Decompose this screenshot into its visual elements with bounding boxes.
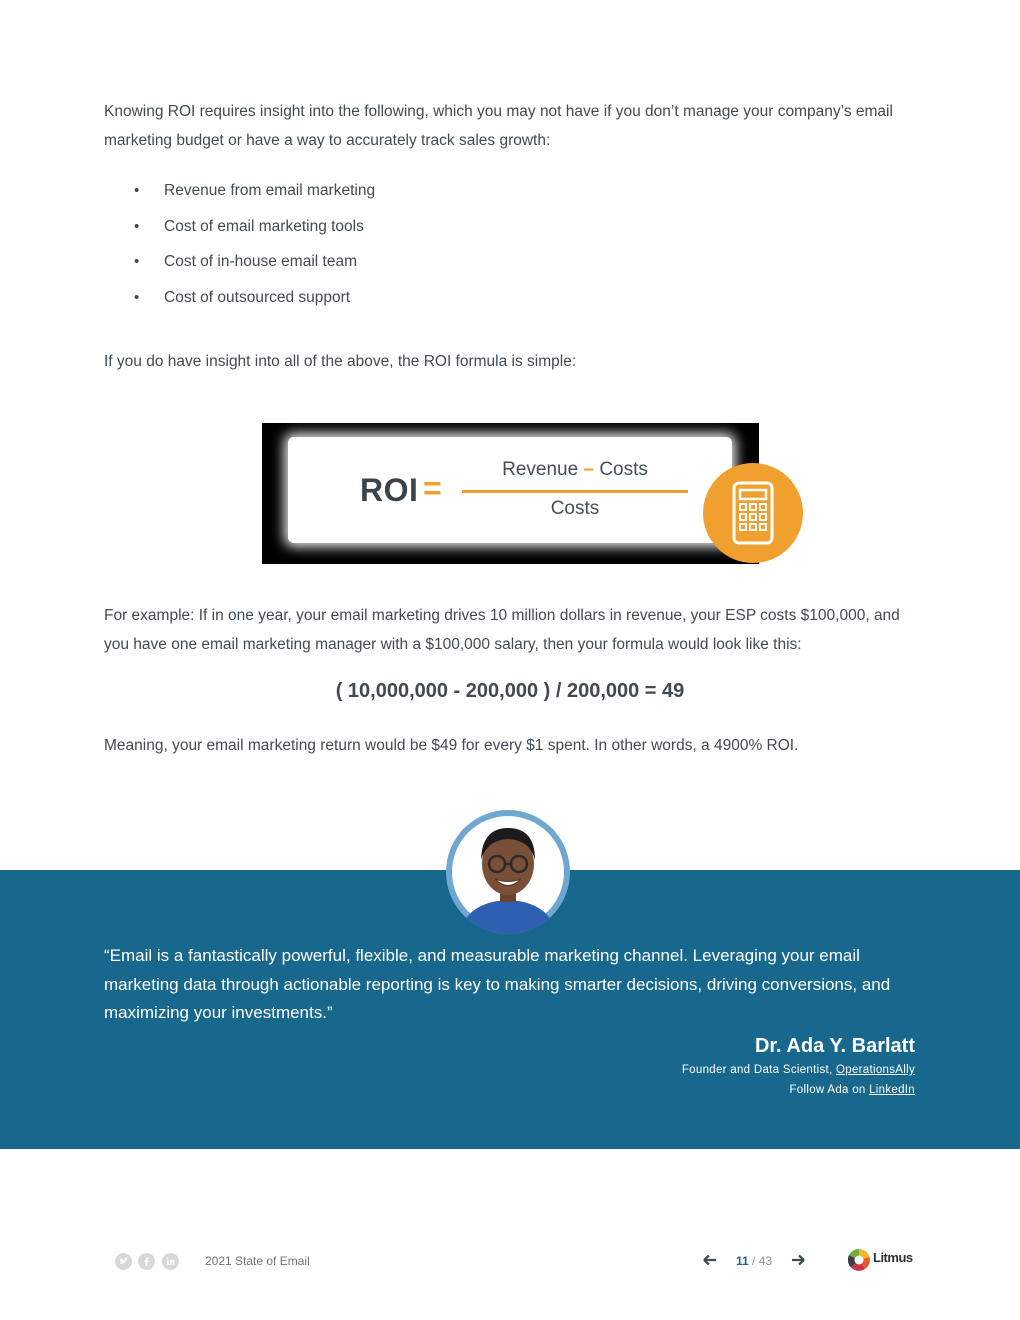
follow-text: Follow Ada on	[789, 1084, 870, 1096]
linkedin-icon[interactable]	[162, 1253, 179, 1270]
intro-paragraph: Knowing ROI requires insight into the following, which you may not have if you don’t manage your company’s email marketing budget or have a way to accurately track sales growth:	[104, 103, 893, 149]
author-role-text: Founder and Data Scientist,	[681, 1064, 837, 1076]
page-indicator	[736, 1254, 772, 1268]
formula-equals: =	[423, 470, 442, 506]
twitter-icon[interactable]	[115, 1253, 132, 1270]
litmus-logo-text: Litmus	[873, 1250, 913, 1265]
page-separator: /	[752, 1254, 756, 1268]
list-item: • Cost of email marketing tools	[104, 212, 375, 248]
formula-lhs: ROI	[360, 472, 419, 508]
current-page: 11	[736, 1254, 749, 1268]
meaning-paragraph: Meaning, your email marketing return would be $49 for every $1 spent. In other words, a 4900% ROI.	[104, 737, 799, 754]
formula-numerator	[462, 459, 688, 481]
numerator-revenue: Revenue	[502, 459, 579, 480]
arrow-left-icon[interactable]	[703, 1253, 717, 1271]
author-follow	[789, 1084, 915, 1096]
fraction-bar	[462, 490, 688, 493]
total-pages: 43	[758, 1254, 773, 1268]
list-item: • Cost of outsourced support	[104, 283, 375, 319]
formula-denominator: Costs	[550, 498, 600, 519]
doc-title: 2021 State of Email	[205, 1254, 310, 1268]
avatar	[446, 810, 570, 934]
author-name: Dr. Ada Y. Barlatt	[754, 1035, 915, 1057]
calculator-icon	[703, 463, 803, 563]
linkedin-link[interactable]: LinkedIn	[869, 1084, 915, 1096]
example-paragraph: For example: If in one year, your email marketing drives 10 million dollars in revenue, your ESP costs $100,000, and you have one email marketing manager with a $100,000 salary, then your formula would look like this:	[104, 607, 900, 653]
testimonial-quote: “Email is a fantastically powerful, flexible, and measurable marketing channel. Leveraging your email marketing data through actionable reporting is key to making smarter decisions, driving conversions, and maximizing your investments.”	[104, 946, 891, 1022]
facebook-icon[interactable]	[138, 1253, 155, 1270]
requirements-list	[104, 176, 375, 319]
numerator-minus: –	[583, 459, 595, 480]
litmus-logo-icon[interactable]	[848, 1249, 870, 1271]
list-item: • Revenue from email marketing	[104, 176, 375, 212]
list-item: • Cost of in-house email team	[104, 247, 375, 283]
arrow-right-icon[interactable]	[791, 1253, 805, 1271]
company-link[interactable]: OperationsAlly	[836, 1064, 915, 1076]
author-role	[682, 1064, 915, 1076]
numerator-costs: Costs	[599, 459, 648, 480]
formula-intro: If you do have insight into all of the above, the ROI formula is simple:	[104, 353, 577, 370]
example-equation: ( 10,000,000 - 200,000 ) / 200,000 = 49	[335, 680, 685, 702]
